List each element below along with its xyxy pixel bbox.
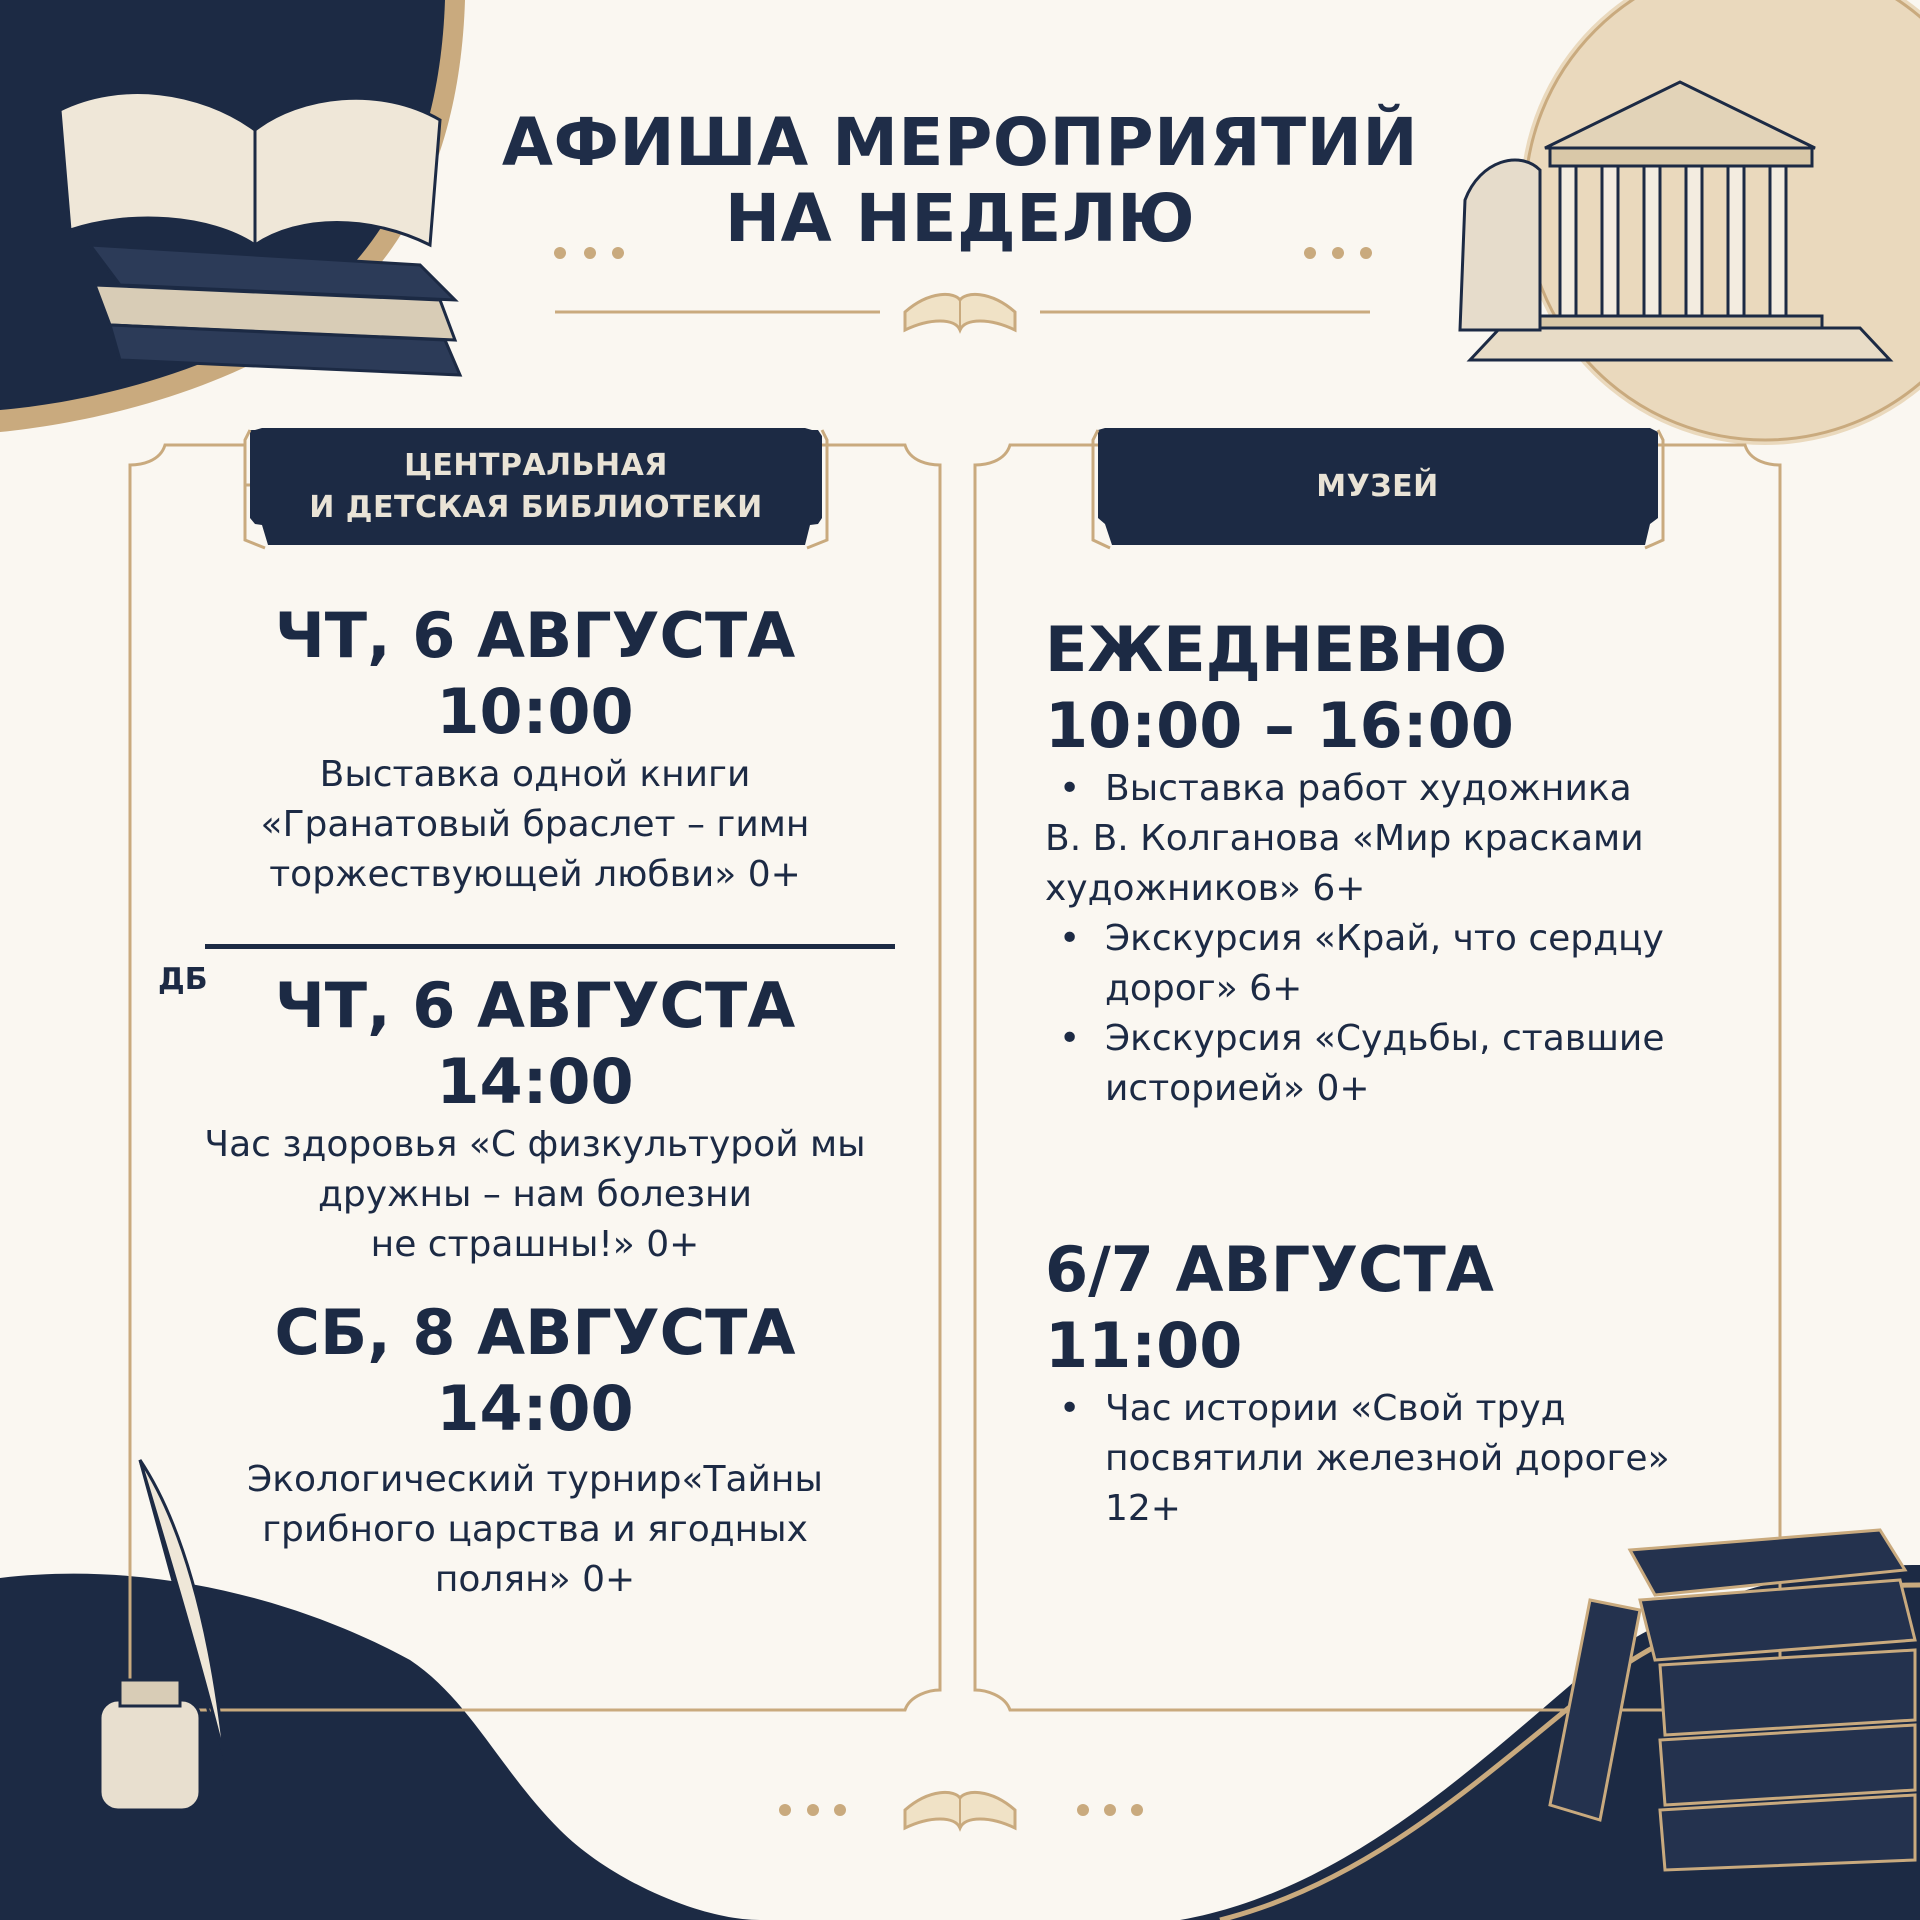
event-time: 14:00 xyxy=(436,1045,634,1118)
event-desc-line: «Гранатовый браслет – гимн xyxy=(260,804,810,845)
event-desc-line: не страшны!» 0+ xyxy=(370,1224,700,1265)
event-date: ЧТ, 6 АВГУСТА xyxy=(274,969,796,1042)
title-ornament xyxy=(554,247,1372,330)
event-date: ЕЖЕДНЕВНО xyxy=(1045,613,1507,686)
event-desc-line: дружны – нам болезни xyxy=(318,1174,752,1215)
event-bullet-item: • Экскурсия «Судьбы, ставшие историей» 0+ xyxy=(1045,1014,1725,1114)
db-label: ДБ xyxy=(158,962,208,997)
event-bullet-item: • Выставка работ художника xyxy=(1045,764,1745,814)
left-section-badge xyxy=(262,428,810,545)
event-time: 10:00 xyxy=(436,675,634,748)
left-event-3 xyxy=(170,1295,900,1605)
right-section-badge xyxy=(1105,428,1650,545)
event-desc-line: художников» 6+ xyxy=(1045,868,1366,909)
event-time: 14:00 xyxy=(436,1372,634,1445)
event-desc-line: В. В. Колганова «Мир красками xyxy=(1045,818,1644,859)
event-desc-line: полян» 0+ xyxy=(434,1559,636,1600)
left-badge-line-2: И ДЕТСКАЯ БИБЛИОТЕКИ xyxy=(309,489,763,525)
right-event-special xyxy=(1045,1232,1745,1534)
title-line-2: НА НЕДЕЛЮ xyxy=(724,180,1196,257)
left-event-2 xyxy=(170,968,900,1270)
left-badge-line-1: ЦЕНТРАЛЬНАЯ xyxy=(404,447,668,483)
right-event-daily xyxy=(1045,612,1745,1114)
event-desc-line: Час здоровья «С физкультурой мы xyxy=(204,1124,866,1165)
event-desc-line: Экологический турнир«Тайны xyxy=(247,1459,823,1500)
event-date: СБ, 8 АВГУСТА xyxy=(274,1296,796,1369)
event-desc-line: грибного царства и ягодных xyxy=(262,1509,808,1550)
event-date: ЧТ, 6 АВГУСТА xyxy=(274,599,796,672)
event-bullet-item: • Час истории «Свой труд посвятили железной дороге» 12+ xyxy=(1045,1384,1745,1534)
event-desc-line: торжествующей любви» 0+ xyxy=(269,854,801,895)
event-time: 11:00 xyxy=(1045,1309,1243,1382)
title-line-1: АФИША МЕРОПРИЯТИЙ xyxy=(501,104,1419,181)
right-badge-label: МУЗЕЙ xyxy=(1316,468,1439,504)
left-event-1 xyxy=(170,598,900,900)
event-time: 10:00 – 16:00 xyxy=(1045,689,1514,762)
page-title xyxy=(0,105,1920,257)
event-date: 6/7 АВГУСТА xyxy=(1045,1233,1494,1306)
bottom-ornament xyxy=(779,1792,1143,1828)
event-bullet-item: • Экскурсия «Край, что сердцу дорог» 6+ xyxy=(1045,914,1705,1014)
event-separator xyxy=(205,944,895,949)
event-desc-line: Выставка одной книги xyxy=(319,754,751,795)
